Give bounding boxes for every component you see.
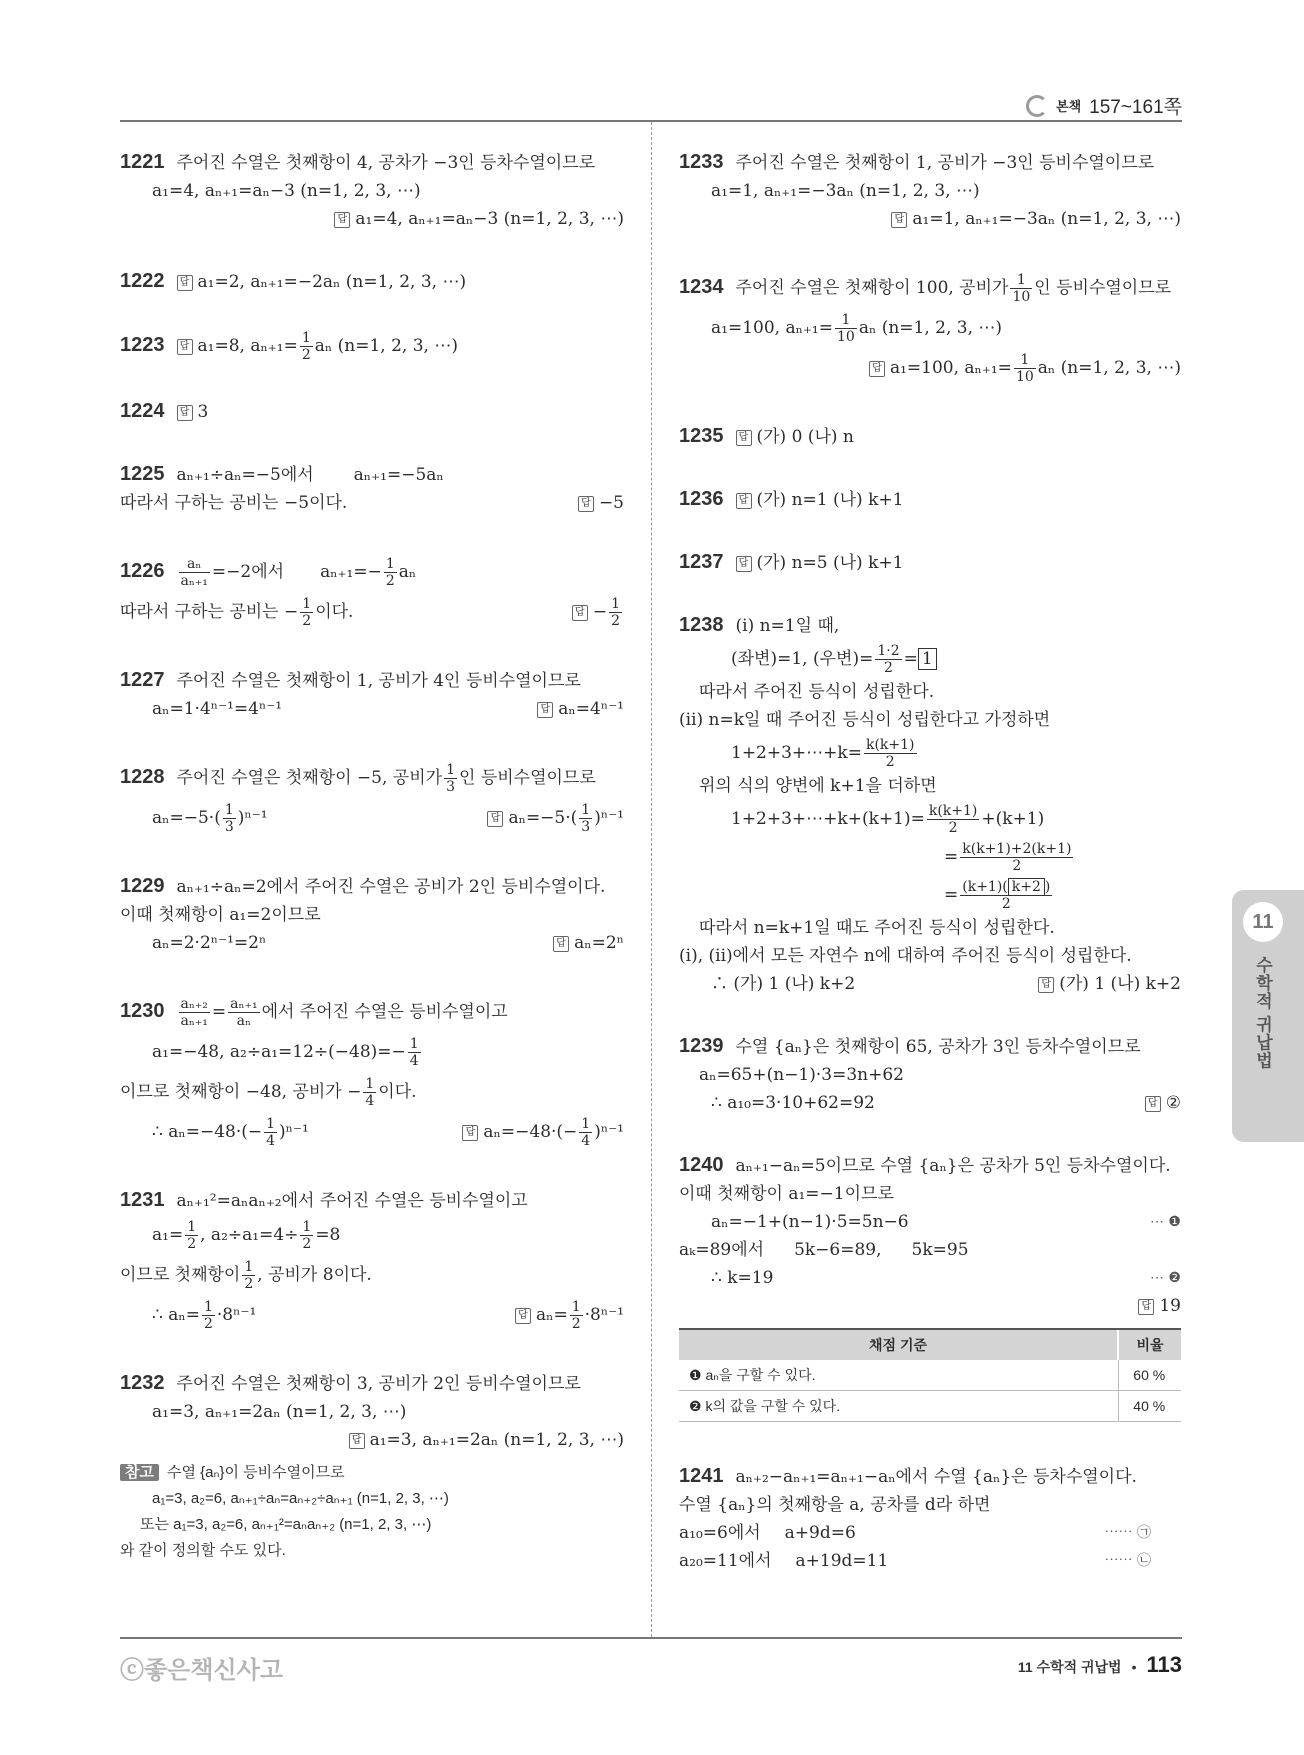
answer-icon: 답: [736, 556, 752, 572]
answer-icon: 답: [462, 1125, 478, 1141]
fraction: $\frac{(k+1)( k+2 )}{2}$: [962, 879, 1051, 912]
text-line: a₁=1, aₙ₊₁=−3aₙ (n=1, 2, 3, ⋯): [711, 181, 980, 201]
problem-number: 1229: [120, 875, 165, 897]
problem-1238: [679, 611, 1181, 998]
problem-1230: 1230 $\frac{\text{aₙ₊₂}}{\text{aₙ₊₁}}$ = $\frac{\text{aₙ₊₁}}{\text{aₙ}}$ 에서 주어진 수열은 등비수열이고 a₁=−48, a₂÷a₁=12÷(−48)=− $\frac{1}{4}$ 이므로 첫째항이 −48, 공비가 − $\frac{1}{4}$ 이다. ∴ aₙ=−48·(− $\frac{1}{4}$ )ⁿ⁻¹ 답 aₙ=−48·(− $\frac{1}{4}$ )ⁿ⁻¹: [120, 991, 624, 1152]
problem-1241: [679, 1462, 1181, 1575]
bottom-rule: [120, 1637, 1182, 1639]
text-line: 이므로 첫째항이 $\frac{1}{2}$ , 공비가 8이다.: [120, 1259, 372, 1292]
fraction: $\frac{1}{2}$: [301, 330, 311, 363]
problem-1237: [679, 548, 1181, 577]
problem-1239: [679, 1032, 1181, 1117]
fraction: $\frac{1}{3}$: [581, 802, 591, 835]
publisher-logo: ⓒ좋은책신사고: [120, 1657, 284, 1684]
answer-icon: 답: [869, 361, 885, 377]
fraction: $\frac{1}{10}$: [1015, 352, 1034, 385]
text-line: a₁=4, aₙ₊₁=aₙ−3 (n=1, 2, 3, ⋯): [152, 181, 421, 201]
problem-number: 1223: [120, 334, 165, 356]
page-footer: [1018, 1652, 1182, 1678]
text-line: 따라서 n=k+1일 때도 주어진 등식이 성립한다.: [699, 918, 1055, 938]
problem-number: 1225: [120, 463, 165, 485]
fraction: $\frac{1}{4}$: [266, 1116, 276, 1149]
fraction: $\frac{1}{2}$: [302, 1219, 312, 1252]
text-line: a₁= $\frac{1}{2}$ , a₂÷a₁=4÷ $\frac{1}{2}$ =8: [152, 1219, 341, 1252]
problem-number: 1228: [120, 766, 165, 788]
fraction: $\frac{1}{3}$: [224, 802, 234, 835]
table-header: [679, 1329, 1181, 1360]
text-line: a₁=3, aₙ₊₁=2aₙ (n=1, 2, 3, ⋯): [152, 1402, 407, 1422]
fraction: $\frac{1}{2}$: [244, 1259, 254, 1292]
answer-text: (가) 0 (나) n: [756, 427, 854, 447]
text: aₙ₊₁²=aₙaₙ₊₂에서 주어진 수열은 등비수열이고: [176, 1191, 528, 1211]
fraction: $\frac{1}{2}$: [187, 1219, 197, 1252]
text-line: (좌변)=1, (우변)= $\frac{1\cdot 2}{2}$ = 1: [679, 640, 1181, 678]
chapter-number: 11: [1243, 902, 1283, 942]
answer: [120, 1426, 624, 1454]
answer-text: 19: [1159, 1296, 1181, 1316]
answer-text: a₁=1, aₙ₊₁=−3aₙ (n=1, 2, 3, ⋯): [912, 209, 1181, 229]
text-line: a₁=−48, a₂÷a₁=12÷(−48)=− $\frac{1}{4}$: [152, 1036, 419, 1069]
fraction: $\frac{1}{4}$: [581, 1116, 591, 1149]
text-line: ∴ aₙ= $\frac{1}{2}$ ·8ⁿ⁻¹ 답 aₙ= $\frac{1}{2}$ ·8ⁿ⁻¹: [152, 1299, 624, 1332]
step-marker: ⋯ ❷: [1149, 1270, 1181, 1286]
table-cell: ❷ k의 값을 구할 수 있다.: [679, 1391, 1118, 1422]
problem-1240: [679, 1151, 1181, 1320]
problem-number: 1236: [679, 488, 724, 510]
table-cell: 60 %: [1118, 1360, 1181, 1391]
text-line: (i), (ii)에서 모든 자연수 n에 대하여 주어진 등식이 성립한다.: [679, 946, 1132, 966]
problem-1234: [679, 267, 1181, 388]
problem-1224: [120, 397, 624, 426]
text: 수열 {aₙ}이 등비수열이므로: [166, 1464, 345, 1481]
text-line: aₙ=2·2ⁿ⁻¹=2ⁿ 답 aₙ=2ⁿ: [152, 933, 624, 953]
problem-number: 1226: [120, 560, 165, 582]
text: 주어진 수열은 첫째항이 1, 공비가 −3인 등비수열이므로: [735, 153, 1155, 173]
problem-number: 1237: [679, 551, 724, 573]
text-line: a₁=3, a₂=6, aₙ₊₁÷aₙ=aₙ₊₂÷aₙ₊₁ (n=1, 2, 3, ⋯): [152, 1490, 449, 1507]
answer-icon: 답: [736, 493, 752, 509]
answer-text: ②: [1165, 1093, 1181, 1113]
fraction: $\frac{\text{aₙ₊₁}}{\text{aₙ}}$: [230, 996, 258, 1029]
problem-1227: [120, 666, 624, 723]
answer-text: a₁=3, aₙ₊₁=2aₙ (n=1, 2, 3, ⋯): [369, 1430, 624, 1450]
answer-icon: 답: [1138, 1299, 1154, 1315]
fraction: $\frac{1}{10}$: [1012, 272, 1031, 305]
answer-icon: 답: [334, 212, 350, 228]
text-line: = $\frac{k(k+1)+2(k+1)}{2}$: [944, 841, 1072, 874]
text: =−2에서: [211, 562, 285, 582]
bullet: •: [1131, 1659, 1137, 1675]
problem-1236: [679, 485, 1181, 514]
text-line: 이때 첫째항이 a₁=−1이므로: [679, 1184, 894, 1204]
fraction: $\frac{1}{2}$: [203, 1299, 213, 1332]
text-line: 와 같이 정의할 수도 있다.: [120, 1542, 286, 1559]
text-line: 수열 {aₙ}의 첫째항을 a, 공차를 d라 하면: [679, 1495, 991, 1515]
problem-1233: [679, 148, 1181, 233]
text-line: aₖ=89에서 5k−6=89, 5k=95: [679, 1240, 969, 1260]
fraction: $\frac{1}{2}$: [611, 596, 620, 629]
answer-text: aₙ=4ⁿ⁻¹: [558, 699, 624, 719]
text: aₙ₊₁=−: [320, 562, 382, 582]
answer-icon: 답: [177, 275, 193, 291]
equation-marker: ⋯⋯ ㉠: [1104, 1525, 1151, 1541]
answer-icon: 답: [487, 811, 503, 827]
answer-text: (가) 1 (나) k+2: [1059, 974, 1181, 994]
answer-icon: 답: [177, 339, 193, 355]
fraction: $\frac{1}{10}$: [836, 312, 855, 345]
problem-number: 1232: [120, 1372, 165, 1394]
page-range: 157~161쪽: [1089, 97, 1182, 118]
fraction: $\frac{1}{3}$: [446, 762, 455, 795]
column-header: 채점 기준: [679, 1329, 1118, 1360]
text-line: aₙ=−1+(n−1)·5=5n−6 ⋯ ❶: [679, 1208, 1181, 1236]
fraction: $\frac{k(k+1)}{2}$: [865, 737, 915, 770]
text-line: 1+2+3+⋯+k= $\frac{k(k+1)}{2}$: [731, 737, 915, 770]
problem-number: 1227: [120, 669, 165, 691]
text: aₙ₊₁=−5aₙ: [353, 465, 444, 485]
text-line: 이므로 첫째항이 −48, 공비가 − $\frac{1}{4}$ 이다.: [120, 1076, 417, 1109]
text-line: 따라서 구하는 공비는 −5이다. 답 −5: [120, 493, 624, 513]
text-line: ∴ k=19 ⋯ ❷: [679, 1264, 1181, 1292]
chapter-name: 수학적 귀납법: [1253, 956, 1272, 1070]
text: aₙ₊₂−aₙ₊₁=aₙ₊₁−aₙ에서 수열 {aₙ}은 등차수열이다.: [735, 1467, 1137, 1487]
text-line: a₁=100, aₙ₊₁= $\frac{1}{10}$ aₙ (n=1, 2, 3, ⋯): [711, 312, 1003, 345]
text: 에서 주어진 수열은 등비수열이고: [261, 1002, 508, 1022]
problem-1228: [120, 757, 624, 838]
answer-icon: 답: [1038, 977, 1054, 993]
text-line: aₙ=1·4ⁿ⁻¹=4ⁿ⁻¹ 답 aₙ=4ⁿ⁻¹: [152, 699, 624, 719]
text: 주어진 수열은 첫째항이 −5, 공비가: [176, 768, 443, 788]
arrow-circle-icon: [1026, 95, 1048, 117]
fraction: $\frac{1}{2}$: [302, 596, 312, 629]
problem-1222: [120, 267, 624, 296]
text: 주어진 수열은 첫째항이 1, 공비가 4인 등비수열이므로: [176, 671, 581, 691]
reference-note: [120, 1460, 624, 1564]
answer-icon: 답: [578, 496, 594, 512]
text: (i) n=1일 때,: [735, 616, 840, 636]
answer: [679, 1292, 1181, 1320]
text: aₙ₊₁÷aₙ=2에서 주어진 수열은 공비가 2인 등비수열이다.: [176, 877, 606, 897]
problem-1235: [679, 422, 1181, 451]
text-line: 또는 a₁=3, a₂=6, aₙ₊₁²=aₙaₙ₊₂ (n=1, 2, 3, ⋯): [140, 1516, 432, 1533]
book-label: 본책: [1056, 99, 1082, 114]
table-row: [679, 1360, 1181, 1391]
step-marker: ⋯ ❶: [1149, 1214, 1181, 1230]
text: 수열 {aₙ}은 첫째항이 65, 공차가 3인 등차수열이므로: [735, 1037, 1141, 1057]
problem-number: 1231: [120, 1189, 165, 1211]
answer-icon: 답: [1145, 1096, 1161, 1112]
problem-number: 1240: [679, 1154, 724, 1176]
text-line: a₂₀=11에서 a+19d=11 ⋯⋯ ㉡: [679, 1547, 1181, 1575]
fraction: $\frac{1}{2}$: [385, 556, 395, 589]
text-line: ∴ aₙ=−48·(− $\frac{1}{4}$ )ⁿ⁻¹ 답 aₙ=−48·(− $\frac{1}{4}$ )ⁿ⁻¹: [152, 1116, 624, 1149]
problem-1223: [120, 330, 624, 363]
answer-icon: 답: [736, 430, 752, 446]
text: 인 등비수열이므로: [1034, 278, 1172, 298]
problem-1226: [120, 551, 624, 632]
fraction: $\frac{1}{4}$: [409, 1036, 419, 1069]
text-line: 이때 첫째항이 a₁=2이므로: [120, 905, 321, 925]
problem-1221: [120, 148, 624, 233]
problem-number: 1222: [120, 270, 165, 292]
scoring-criteria-table: [679, 1328, 1181, 1422]
footer-chapter: 11 수학적 귀납법: [1017, 1659, 1122, 1675]
column-divider: [651, 122, 652, 1637]
problem-number: 1224: [120, 400, 165, 422]
answer-text: a₁=2, aₙ₊₁=−2aₙ (n=1, 2, 3, ⋯): [197, 272, 467, 292]
equation-marker: ⋯⋯ ㉡: [1104, 1553, 1151, 1569]
answer-text: aₙ (n=1, 2, 3, ⋯): [314, 336, 458, 356]
answer-text: (가) n=5 (나) k+1: [756, 553, 904, 573]
problem-number: 1239: [679, 1035, 724, 1057]
fraction: $\frac{1}{4}$: [365, 1076, 375, 1109]
text-line: aₙ=−5·( $\frac{1}{3}$ )ⁿ⁻¹ 답 aₙ=−5·( $\frac{1}{3}$ )ⁿ⁻¹: [152, 802, 624, 835]
text: aₙ₊₁−aₙ=5이므로 수열 {aₙ}은 공차가 5인 등차수열이다.: [735, 1156, 1171, 1176]
answer-text: aₙ=2ⁿ: [574, 933, 624, 953]
right-column: [679, 148, 1181, 1575]
text-line: 따라서 주어진 등식이 성립한다.: [699, 682, 935, 702]
text: 주어진 수열은 첫째항이 3, 공비가 2인 등비수열이므로: [176, 1374, 581, 1394]
blank-box: 1: [918, 648, 937, 670]
fraction: $\frac{\text{aₙ₊₂}}{\text{aₙ₊₁}}$: [180, 996, 208, 1029]
answer: [120, 205, 624, 233]
problem-1229: [120, 872, 624, 957]
text-line: 따라서 구하는 공비는 − $\frac{1}{2}$ 이다. 답 − $\frac{1}{2}$: [120, 596, 620, 629]
text-line: 위의 식의 양변에 k+1을 더하면: [699, 776, 937, 796]
problem-number: 1235: [679, 425, 724, 447]
problem-number: 1234: [679, 276, 724, 298]
text-line: 주어진 수열은 첫째항이 4, 공차가 −3인 등차수열이므로: [176, 153, 596, 173]
text-line: a₁₀=6에서 a+9d=6 ⋯⋯ ㉠: [679, 1519, 1181, 1547]
answer-text: −5: [598, 493, 624, 513]
problem-1231: [120, 1186, 624, 1335]
left-column: [120, 148, 624, 1564]
answer-icon: 답: [891, 212, 907, 228]
answer-icon: 답: [537, 702, 553, 718]
fraction: $\frac{k(k+1)}{2}$: [928, 803, 978, 836]
problem-number: 1221: [120, 151, 165, 173]
text-line: ∴ (가) 1 (나) k+2 답 (가) 1 (나) k+2: [711, 974, 1181, 994]
problem-number: 1241: [679, 1465, 724, 1487]
fraction: $\frac{1\cdot 2}{2}$: [877, 643, 900, 676]
text-line: ∴ a₁₀=3·10+62=92 답 ②: [711, 1093, 1181, 1113]
page-reference: [1026, 92, 1182, 119]
note-tag: 참고: [120, 1464, 159, 1481]
answer-icon: 답: [515, 1308, 531, 1324]
fraction: $\frac{\text{aₙ}}{\text{aₙ₊₁}}$: [180, 556, 208, 589]
column-header: 비율: [1118, 1329, 1181, 1360]
text: 인 등비수열이므로: [459, 768, 596, 788]
text-line: = $\frac{(k+1)( k+2 )}{2}$: [944, 879, 1051, 912]
problem-1225: [120, 460, 624, 517]
answer: 답 a₁=100, aₙ₊₁= $\frac{1}{10}$ aₙ (n=1, 2, 3, ⋯): [679, 348, 1181, 388]
answer-text: a₁=8, aₙ₊₁=: [197, 336, 298, 356]
fraction: $\frac{1}{2}$: [571, 1299, 581, 1332]
problem-number: 1238: [679, 614, 724, 636]
blank-box: k+2: [1008, 878, 1045, 896]
text-line: 1+2+3+⋯+k+(k+1)= $\frac{k(k+1)}{2}$ +(k+1): [731, 803, 1045, 836]
text: aₙ: [398, 562, 417, 582]
page-number: 113: [1146, 1652, 1182, 1677]
problem-number: 1233: [679, 151, 724, 173]
table-cell: 40 %: [1118, 1391, 1181, 1422]
answer-icon: 답: [572, 605, 588, 621]
answer-text: a₁=4, aₙ₊₁=aₙ−3 (n=1, 2, 3, ⋯): [355, 209, 624, 229]
answer-icon: 답: [177, 405, 193, 421]
problem-number: 1230: [120, 1000, 165, 1022]
problem-1232: [120, 1369, 624, 1454]
text-line: (ii) n=k일 때 주어진 등식이 성립한다고 가정하면: [679, 710, 1051, 730]
text: aₙ₊₁÷aₙ=−5에서: [176, 465, 314, 485]
fraction: $\frac{k(k+1)+2(k+1)}{2}$: [962, 841, 1072, 874]
chapter-side-tab: [1232, 890, 1304, 1142]
answer: [679, 205, 1181, 233]
table-row: [679, 1391, 1181, 1422]
answer-icon: 답: [553, 936, 569, 952]
table-cell: ❶ aₙ을 구할 수 있다.: [679, 1360, 1118, 1391]
answer-icon: 답: [349, 1433, 365, 1449]
answer-text: (가) n=1 (나) k+1: [756, 490, 904, 510]
answer-text: 3: [197, 402, 209, 422]
text: 주어진 수열은 첫째항이 100, 공비가: [735, 278, 1009, 298]
text-line: aₙ=65+(n−1)·3=3n+62: [699, 1065, 904, 1085]
